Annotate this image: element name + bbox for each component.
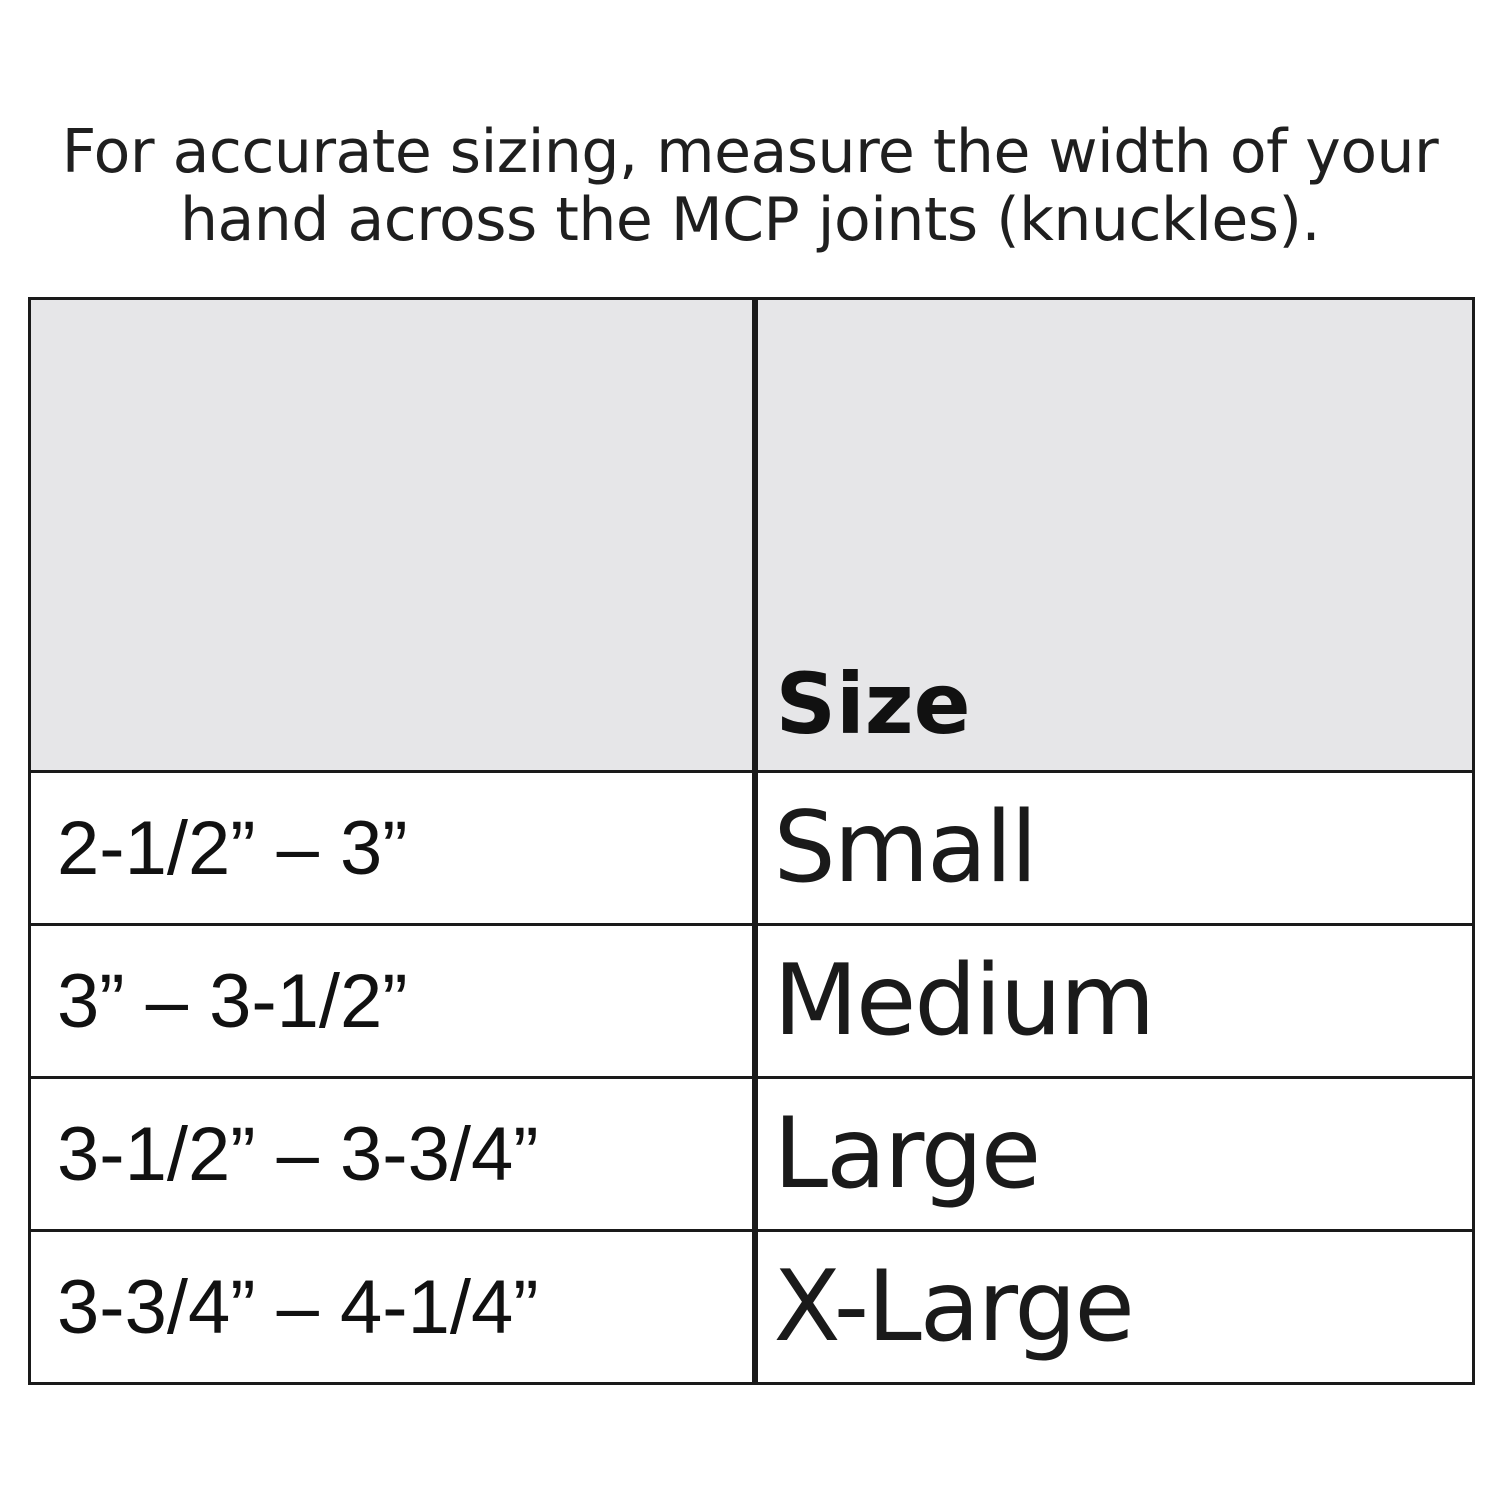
sizing-instructions xyxy=(0,118,1500,254)
sizing-instructions-line-1: For accurate sizing, measure the width of your xyxy=(61,117,1439,187)
table-row xyxy=(30,1078,1474,1231)
table-row xyxy=(30,772,1474,925)
size-cell: Large xyxy=(755,1078,1474,1231)
size-cell: Medium xyxy=(755,925,1474,1078)
size-cell: Small xyxy=(755,772,1474,925)
size-cell: X-Large xyxy=(755,1231,1474,1384)
measurement-range-cell: 3-3/4” – 4-1/4” xyxy=(30,1231,755,1384)
table-row xyxy=(30,925,1474,1078)
size-chart-header-row xyxy=(30,299,1474,772)
measurement-range-cell: 3-1/2” – 3-3/4” xyxy=(30,1078,755,1231)
measurement-range-cell: 2-1/2” – 3” xyxy=(30,772,755,925)
measurement-range-cell: 3” – 3-1/2” xyxy=(30,925,755,1078)
header-cell-measurement xyxy=(30,299,755,772)
size-chart-table xyxy=(28,297,1475,1385)
header-cell-size: Size xyxy=(755,299,1474,772)
table-row xyxy=(30,1231,1474,1384)
sizing-instructions-line-2: hand across the MCP joints (knuckles). xyxy=(179,185,1321,255)
